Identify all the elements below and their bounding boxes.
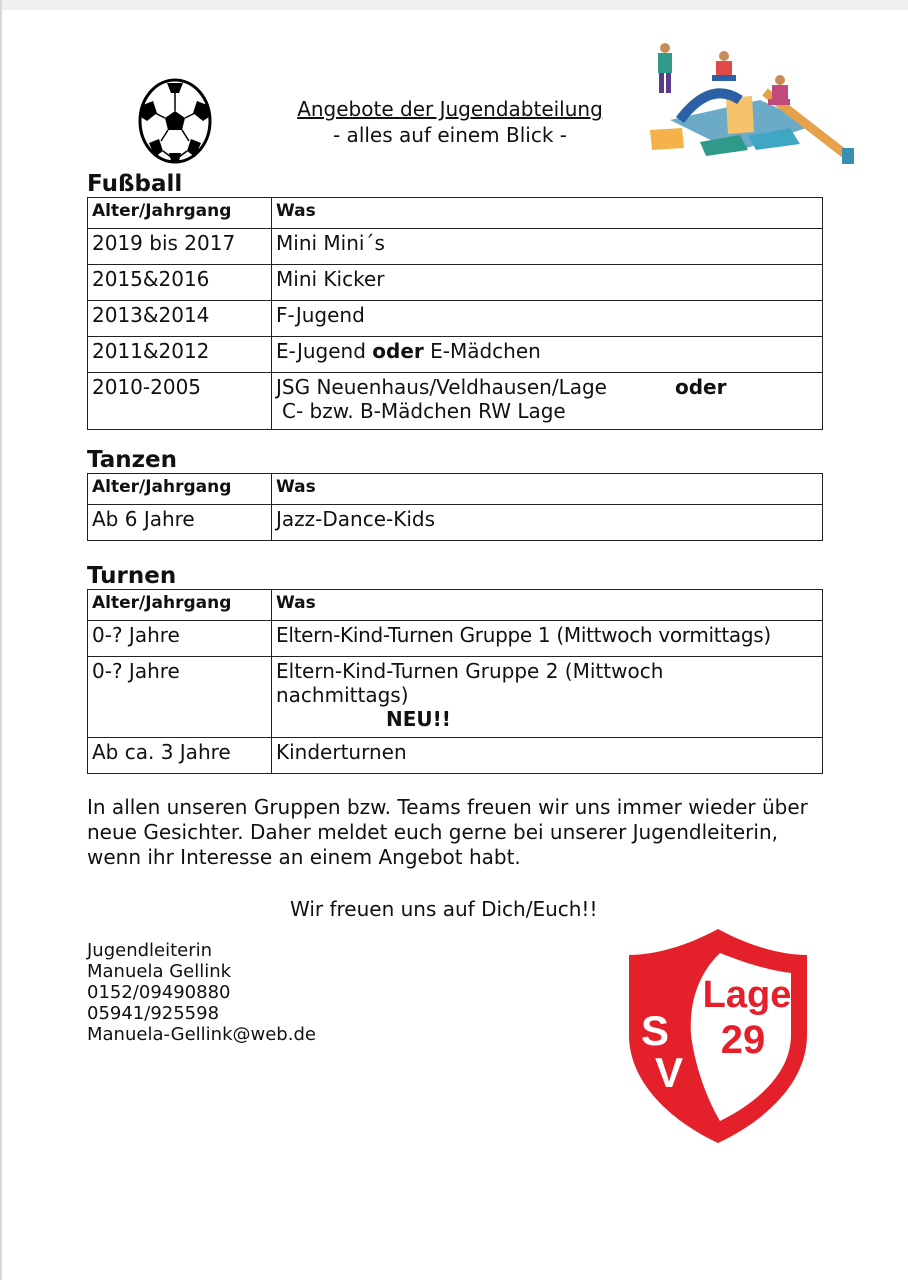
top-edge (0, 0, 908, 10)
contact-phone-2: 05941/925598 (87, 1003, 220, 1024)
cell-what (272, 337, 823, 373)
closing-line: Wir freuen uns auf Dich/Euch!! (290, 897, 598, 921)
cell-age: 0-? Jahre (88, 657, 272, 738)
table-row (88, 229, 823, 265)
cell-what-oder: oder (674, 375, 727, 399)
cell-what-part: JSG Neuenhaus/Veldhausen/Lage (276, 375, 607, 399)
cell-age: Ab ca. 3 Jahre (88, 738, 272, 774)
table-fussball (87, 197, 823, 430)
section-heading-fussball: Fußball (87, 171, 183, 197)
cell-what: Eltern-Kind-Turnen Gruppe 1 (Mittwoch vormittags) (272, 621, 823, 657)
table-row (88, 621, 823, 657)
section-heading-turnen: Turnen (87, 563, 177, 589)
cell-what: Mini Kicker (272, 265, 823, 301)
soccer-ball-icon (137, 77, 213, 165)
crest-letter-s: S (640, 1007, 670, 1054)
header-age: Alter/Jahrgang (88, 198, 272, 229)
cell-age: 2013&2014 (88, 301, 272, 337)
contact-email: Manuela-Gellink@web.de (87, 1024, 316, 1045)
title-line-1: Angebote der Jugendabteilung (297, 97, 603, 121)
sv-lage-29-crest (625, 925, 811, 1147)
cell-age: 0-? Jahre (88, 621, 272, 657)
cell-what: Jazz-Dance-Kids (272, 505, 823, 541)
table-header-row (88, 474, 823, 505)
cell-what: Mini Mini´s (272, 229, 823, 265)
left-edge (0, 0, 2, 1280)
header-what: Was (272, 198, 823, 229)
table-header-row (88, 590, 823, 621)
table-tanzen (87, 473, 823, 541)
header-age: Alter/Jahrgang (88, 590, 272, 621)
table-row (88, 657, 823, 738)
crest-letter-v: V (654, 1049, 684, 1096)
table-row (88, 337, 823, 373)
table-turnen (87, 589, 823, 774)
document-title (260, 96, 640, 148)
table-header-row (88, 198, 823, 229)
contact-phone-1: 0152/09490880 (87, 982, 231, 1003)
cell-what-part: E-Jugend (276, 339, 373, 363)
header-what: Was (272, 590, 823, 621)
cell-what-text: Eltern-Kind-Turnen Gruppe 2 (Mittwoch nachmittags) (276, 659, 664, 707)
cell-what: F-Jugend (272, 301, 823, 337)
cell-age: 2010-2005 (88, 373, 272, 430)
cell-age: 2011&2012 (88, 337, 272, 373)
section-heading-tanzen: Tanzen (87, 447, 177, 473)
table-row (88, 738, 823, 774)
table-row (88, 265, 823, 301)
crest-text-lage: Lage (702, 974, 792, 1016)
header-what: Was (272, 474, 823, 505)
cell-what-part: C- bzw. B-Mädchen RW Lage (282, 399, 566, 423)
cell-what-oder: oder (372, 339, 424, 363)
crest-text-29: 29 (720, 1018, 766, 1062)
contact-block (87, 940, 316, 1045)
header-age: Alter/Jahrgang (88, 474, 272, 505)
cell-what (272, 373, 823, 430)
cell-age: Ab 6 Jahre (88, 505, 272, 541)
cell-age: 2015&2016 (88, 265, 272, 301)
table-row (88, 373, 823, 430)
contact-role: Jugendleiterin (87, 940, 213, 961)
table-row (88, 505, 823, 541)
cell-what (272, 657, 823, 738)
title-line-2: - alles auf einem Blick - (332, 123, 568, 147)
table-row (88, 301, 823, 337)
cell-age: 2019 bis 2017 (88, 229, 272, 265)
contact-name: Manuela Gellink (87, 961, 232, 982)
cell-what-part: E-Mädchen (423, 339, 541, 363)
new-badge: NEU!! (386, 707, 451, 731)
info-paragraph: In allen unseren Gruppen bzw. Teams freuen wir uns immer wieder über neue Gesichter. Daher meldet euch gerne bei unserer Jugendleiterin, wenn ihr Interesse an einem Angebot habt. (87, 795, 808, 869)
cell-what: Kinderturnen (272, 738, 823, 774)
kids-playground-illustration (640, 40, 860, 172)
